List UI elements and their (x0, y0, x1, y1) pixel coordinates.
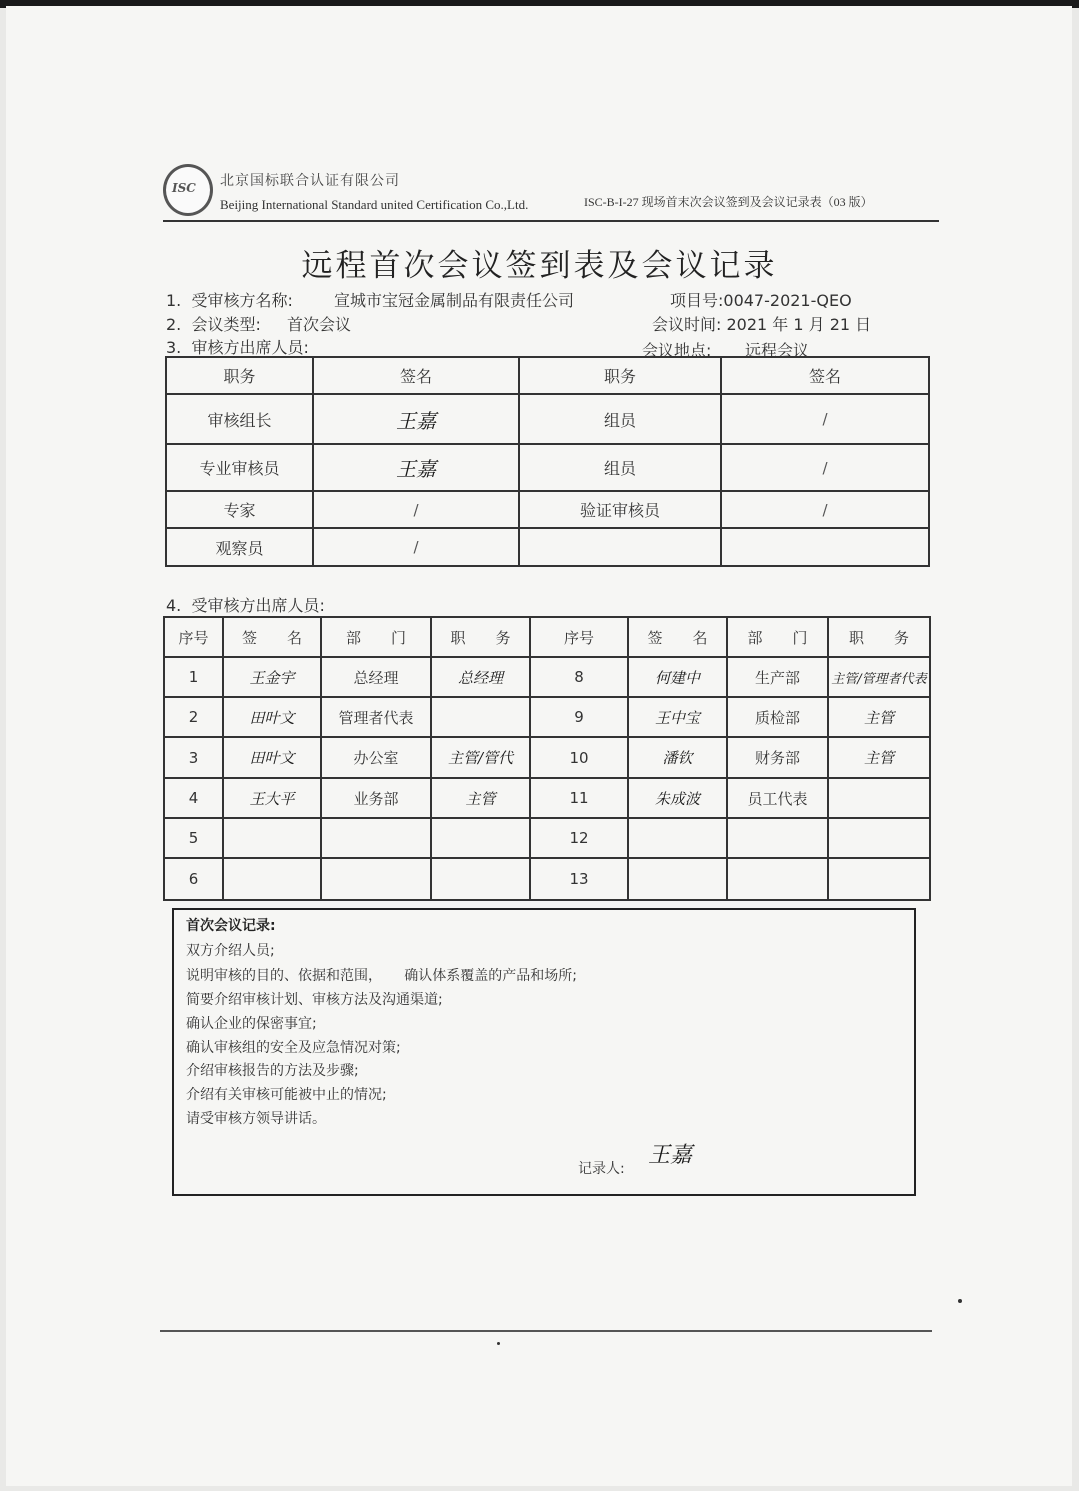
dept-cell: 财务部 (727, 737, 828, 778)
auditee-attendees-label: 4. 受审核方出席人员: (166, 596, 325, 615)
ink-dot (497, 1342, 500, 1345)
seq-cell: 5 (164, 818, 223, 858)
record-line: 请受审核方领导讲话。 (186, 1111, 326, 1127)
role-cell: 观察员 (166, 528, 313, 566)
seq-cell: 1 (164, 657, 223, 697)
signature-cell: 王大平 (223, 778, 321, 818)
header-cell: 签名 (721, 357, 929, 394)
role-cell: 审核组长 (166, 394, 313, 444)
position-cell (828, 778, 930, 818)
header-cell: 职务 (166, 357, 313, 394)
seq-cell: 6 (164, 858, 223, 900)
position-cell: 主管 (828, 697, 930, 737)
recorder-signature: 王嘉 (648, 1143, 693, 1168)
position-cell: 总经理 (431, 657, 530, 697)
signature-cell (721, 528, 929, 566)
record-line: 简要介绍审核计划、审核方法及沟通渠道; (186, 992, 443, 1008)
header-divider (163, 220, 939, 222)
position-cell: 主管/管理者代表 (828, 657, 930, 697)
header-cell: 职 务 (828, 617, 930, 657)
record-line: 介绍有关审核可能被中止的情况; (186, 1087, 387, 1103)
meeting-type-label: 2. 会议类型: (166, 315, 261, 334)
signature-cell: / (721, 394, 929, 444)
dept-cell (321, 818, 431, 858)
record-line: 确认审核组的安全及应急情况对策; (186, 1040, 401, 1056)
table-row (166, 528, 929, 566)
auditee-name: 宣城市宝冠金属制品有限责任公司 (334, 291, 575, 310)
seq-cell: 4 (164, 778, 223, 818)
dept-cell: 业务部 (321, 778, 431, 818)
meeting-place: 远程会议 (745, 341, 810, 360)
recorder-label: 记录人: (578, 1161, 625, 1177)
position-cell: 主管/管代 (431, 737, 530, 778)
header-cell: 职务 (519, 357, 721, 394)
position-cell: 主管 (828, 737, 930, 778)
header-cell: 签 名 (628, 617, 727, 657)
signature-cell (223, 818, 321, 858)
signature-cell: 田叶文 (223, 697, 321, 737)
signature-cell (223, 858, 321, 900)
signature-cell: 田叶文 (223, 737, 321, 778)
role-cell: 专家 (166, 491, 313, 528)
dept-cell (727, 818, 828, 858)
role-cell (519, 528, 721, 566)
company-name-en: Beijing International Standard united Certification Co.,Ltd. (220, 197, 529, 212)
table-header-row (164, 617, 930, 657)
table-row (164, 657, 930, 697)
dept-cell: 管理者代表 (321, 697, 431, 737)
seq-cell: 9 (530, 697, 628, 737)
seq-cell: 13 (530, 858, 628, 900)
footer-divider (160, 1330, 932, 1332)
seq-cell: 2 (164, 697, 223, 737)
auditee-name-label: 1. 受审核方名称: (166, 291, 293, 310)
signature-cell: / (313, 528, 519, 566)
meeting-record-title: 首次会议记录: (186, 918, 276, 934)
signature-cell: 王嘉 (313, 444, 519, 491)
dept-cell: 生产部 (727, 657, 828, 697)
seq-cell: 3 (164, 737, 223, 778)
position-cell (431, 858, 530, 900)
dept-cell: 质检部 (727, 697, 828, 737)
position-cell (431, 697, 530, 737)
role-cell: 组员 (519, 444, 721, 491)
header-cell: 部 门 (727, 617, 828, 657)
signature-cell: / (721, 491, 929, 528)
seq-cell: 11 (530, 778, 628, 818)
company-name-cn: 北京国标联合认证有限公司 (220, 173, 400, 189)
signature-cell: / (313, 491, 519, 528)
signature-cell: 王嘉 (313, 394, 519, 444)
position-cell (828, 858, 930, 900)
document-title: 远程首次会议签到表及会议记录 (301, 248, 778, 284)
dept-cell (727, 858, 828, 900)
auditor-attendance-table (165, 356, 930, 567)
header-cell: 职 务 (431, 617, 530, 657)
table-row (164, 697, 930, 737)
form-code: ISC-B-I-27 现场首末次会议签到及会议记录表（03 版） (584, 195, 873, 209)
role-cell: 专业审核员 (166, 444, 313, 491)
record-line: 确认企业的保密事宜; (186, 1016, 317, 1032)
record-line: 双方介绍人员; (186, 943, 275, 959)
table-row (164, 858, 930, 900)
dept-cell: 办公室 (321, 737, 431, 778)
table-row (166, 444, 929, 491)
record-line: 介绍审核报告的方法及步骤; (186, 1063, 359, 1079)
signature-cell: 何建中 (628, 657, 727, 697)
table-header-row (166, 357, 929, 394)
signature-cell (628, 818, 727, 858)
signature-cell: 朱成波 (628, 778, 727, 818)
header-cell: 签 名 (223, 617, 321, 657)
isc-logo: ISC (163, 164, 213, 216)
auditee-attendance-table (163, 616, 931, 901)
header-cell: 部 门 (321, 617, 431, 657)
auditor-attendees-label: 3. 审核方出席人员: (166, 338, 309, 357)
role-cell: 组员 (519, 394, 721, 444)
table-row (166, 491, 929, 528)
position-cell (828, 818, 930, 858)
header-cell: 序号 (530, 617, 628, 657)
table-row (166, 394, 929, 444)
header-cell: 序号 (164, 617, 223, 657)
dept-cell: 总经理 (321, 657, 431, 697)
seq-cell: 8 (530, 657, 628, 697)
table-row (164, 778, 930, 818)
signature-cell (628, 858, 727, 900)
dept-cell: 员工代表 (727, 778, 828, 818)
role-cell: 验证审核员 (519, 491, 721, 528)
signature-cell: 王金宇 (223, 657, 321, 697)
ink-dot (958, 1299, 962, 1303)
record-line: 说明审核的目的、依据和范围， 确认体系覆盖的产品和场所; (186, 968, 577, 984)
position-cell: 主管 (431, 778, 530, 818)
project-number: 项目号:0047-2021-QEO (670, 291, 852, 310)
signature-cell: 潘钦 (628, 737, 727, 778)
meeting-place-label: 会议地点: (642, 341, 712, 360)
table-row (164, 818, 930, 858)
dept-cell (321, 858, 431, 900)
header-cell: 签名 (313, 357, 519, 394)
signature-cell: 王中宝 (628, 697, 727, 737)
meeting-time: 会议时间: 2021 年 1 月 21 日 (652, 315, 872, 334)
meeting-type: 首次会议 (287, 315, 352, 334)
seq-cell: 10 (530, 737, 628, 778)
position-cell (431, 818, 530, 858)
signature-cell: / (721, 444, 929, 491)
seq-cell: 12 (530, 818, 628, 858)
table-row (164, 737, 930, 778)
